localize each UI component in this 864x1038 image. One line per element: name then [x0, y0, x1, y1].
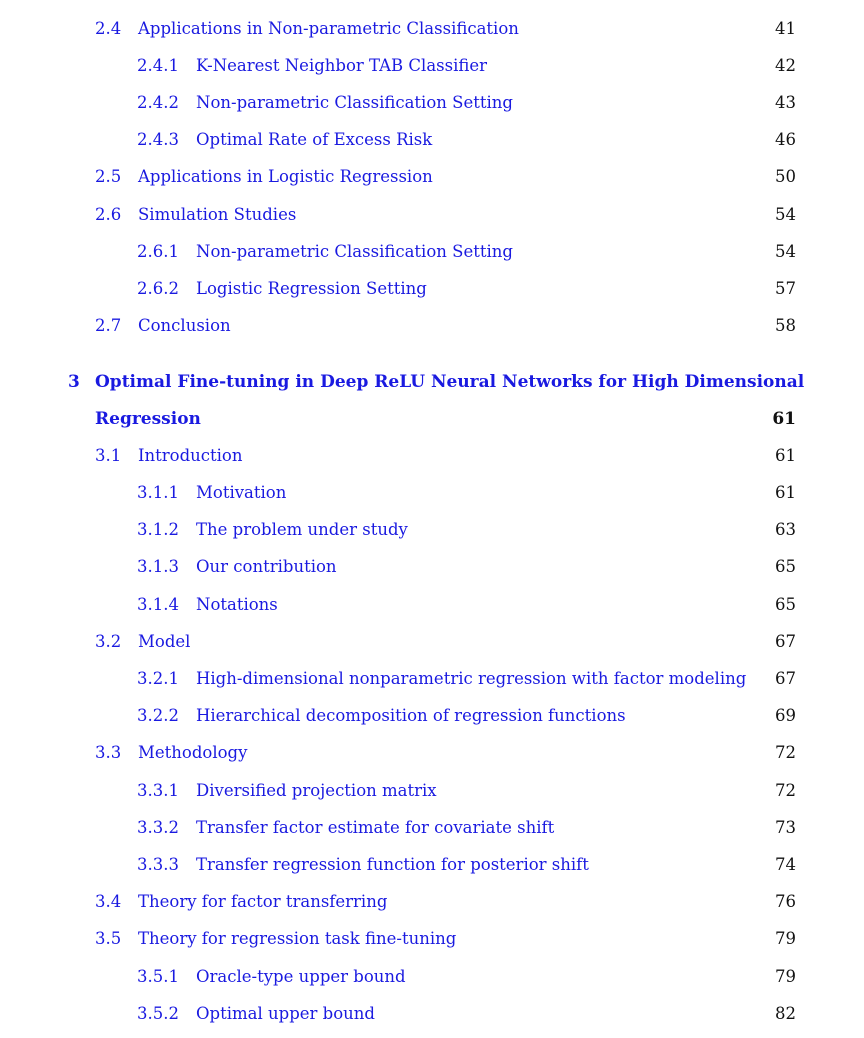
toc-entry-page[interactable]: 50	[775, 167, 796, 186]
toc-entry-number: 3.1.1	[137, 483, 179, 502]
toc-entry-title[interactable]: Theory for factor transferring	[138, 892, 388, 911]
toc-entry-number: 2.7	[95, 316, 122, 335]
toc-entry-number: 3.3	[95, 743, 122, 762]
toc-entry-title[interactable]: Optimal upper bound	[196, 1004, 375, 1023]
toc-entry[interactable]	[0, 853, 864, 877]
toc-entry-page[interactable]: 57	[775, 279, 796, 298]
toc-entry-title[interactable]: Logistic Regression Setting	[196, 279, 427, 298]
toc-entry-page[interactable]: 73	[775, 818, 796, 837]
toc-entry-page[interactable]: 65	[775, 595, 796, 614]
toc-entry-number: 3.1.3	[137, 557, 179, 576]
toc-entry-title[interactable]: Transfer factor estimate for covariate shift	[196, 818, 555, 837]
toc-entry-page[interactable]: 72	[775, 743, 796, 762]
toc-entry-title[interactable]: High-dimensional nonparametric regression with factor modeling	[196, 669, 747, 688]
toc-entry[interactable]	[0, 555, 864, 579]
toc-entry-number: 2.4	[95, 19, 122, 38]
toc-entry[interactable]	[0, 481, 864, 505]
toc-entry[interactable]	[0, 240, 864, 264]
toc-entry-title[interactable]: Model	[138, 632, 191, 651]
toc-entry-number: 3.3.1	[137, 781, 179, 800]
toc-entry[interactable]	[0, 890, 864, 914]
toc-entry-page[interactable]: 82	[775, 1004, 796, 1023]
toc-entry-number: 3.5.2	[137, 1004, 179, 1023]
toc-entry-page[interactable]: 65	[775, 557, 796, 576]
toc-entry-title[interactable]: Theory for regression task fine-tuning	[138, 929, 457, 948]
toc-entry-number: 2.4.1	[137, 56, 179, 75]
toc-entry-page[interactable]: 72	[775, 781, 796, 800]
toc-entry-title[interactable]: Transfer regression function for posterior shift	[196, 855, 589, 874]
toc-entry[interactable]	[0, 927, 864, 951]
toc-entry-title[interactable]: Applications in Non-parametric Classification	[138, 19, 519, 38]
toc-entry-page[interactable]: 63	[775, 520, 796, 539]
toc-entry-title[interactable]: Hierarchical decomposition of regression functions	[196, 706, 626, 725]
toc-entry-title[interactable]: Methodology	[138, 743, 248, 762]
toc-entry-page[interactable]: 46	[775, 130, 796, 149]
toc-entry-page[interactable]: 74	[775, 855, 796, 874]
toc-entry[interactable]	[0, 91, 864, 115]
toc-chapter-title-continued[interactable]: Regression	[95, 409, 201, 429]
toc-entry-title[interactable]: Motivation	[196, 483, 287, 502]
toc-entry[interactable]	[0, 203, 864, 227]
toc-entry-number: 3.1.2	[137, 520, 179, 539]
toc-entry[interactable]	[0, 667, 864, 691]
toc-entry[interactable]	[0, 128, 864, 152]
toc-entry-number: 2.6	[95, 205, 122, 224]
toc-entry-title[interactable]: Oracle-type upper bound	[196, 967, 406, 986]
toc-entry[interactable]	[0, 314, 864, 338]
toc-entry-number: 3.1.4	[137, 595, 179, 614]
toc-entry-page[interactable]: 76	[775, 892, 796, 911]
toc-entry[interactable]	[0, 779, 864, 803]
toc-entry-title[interactable]: K-Nearest Neighbor TAB Classifier	[196, 56, 488, 75]
toc-entry-title[interactable]: Our contribution	[196, 557, 337, 576]
toc-entry-page[interactable]: 54	[775, 242, 796, 261]
toc-chapter-entry[interactable]	[0, 370, 864, 394]
toc-entry-title[interactable]: Non-parametric Classification Setting	[196, 93, 513, 112]
toc-entry-number: 3.2	[95, 632, 122, 651]
toc-entry-title[interactable]: Conclusion	[138, 316, 231, 335]
toc-entry-page[interactable]: 41	[775, 19, 796, 38]
toc-entry-number: 2.6.1	[137, 242, 179, 261]
toc-entry-title[interactable]: Simulation Studies	[138, 205, 297, 224]
toc-entry-title[interactable]: Notations	[196, 595, 278, 614]
toc-entry-title[interactable]: Applications in Logistic Regression	[138, 167, 433, 186]
toc-chapter-number: 3	[68, 372, 80, 392]
toc-entry-number: 2.6.2	[137, 279, 179, 298]
toc-entry[interactable]	[0, 816, 864, 840]
toc-entry[interactable]	[0, 704, 864, 728]
toc-entry-number: 3.5	[95, 929, 122, 948]
toc-entry[interactable]	[0, 741, 864, 765]
toc-entry[interactable]	[0, 165, 864, 189]
toc-entry-title[interactable]: Optimal Rate of Excess Risk	[196, 130, 433, 149]
toc-entry-number: 2.4.3	[137, 130, 179, 149]
toc-entry[interactable]	[0, 17, 864, 41]
toc-entry-title[interactable]: Introduction	[138, 446, 243, 465]
toc-entry[interactable]	[0, 518, 864, 542]
toc-entry-page[interactable]: 69	[775, 706, 796, 725]
toc-entry[interactable]	[0, 593, 864, 617]
toc-entry-page[interactable]: 58	[775, 316, 796, 335]
toc-entry[interactable]	[0, 277, 864, 301]
toc-entry-title[interactable]: Diversified projection matrix	[196, 781, 437, 800]
toc-entry-page[interactable]: 54	[775, 205, 796, 224]
toc-entry-page[interactable]: 61	[775, 446, 796, 465]
toc-entry-page[interactable]: 61	[775, 483, 796, 502]
toc-entry-number: 3.4	[95, 892, 122, 911]
toc-entry-number: 3.1	[95, 446, 122, 465]
toc-entry-page[interactable]: 79	[775, 967, 796, 986]
toc-entry-page[interactable]: 79	[775, 929, 796, 948]
toc-entry[interactable]	[0, 444, 864, 468]
toc-entry-page[interactable]: 42	[775, 56, 796, 75]
toc-entry-number: 3.5.1	[137, 967, 179, 986]
toc-entry-title[interactable]: Non-parametric Classification Setting	[196, 242, 513, 261]
toc-entry-page[interactable]: 43	[775, 93, 796, 112]
toc-entry-number: 2.4.2	[137, 93, 179, 112]
toc-chapter-title[interactable]: Optimal Fine-tuning in Deep ReLU Neural Networks for High Dimensional	[95, 372, 805, 392]
toc-entry-number: 3.3.2	[137, 818, 179, 837]
toc-entry[interactable]	[0, 54, 864, 78]
toc-entry-number: 3.2.1	[137, 669, 179, 688]
toc-entry-page[interactable]: 67	[775, 669, 796, 688]
toc-chapter-entry-continued[interactable]	[0, 407, 864, 431]
toc-entry-number: 3.3.3	[137, 855, 179, 874]
toc-entry[interactable]	[0, 1002, 864, 1026]
toc-entry-number: 3.2.2	[137, 706, 179, 725]
toc-entry-number: 2.5	[95, 167, 122, 186]
toc-entry[interactable]	[0, 965, 864, 989]
toc-entry-page[interactable]: 67	[775, 632, 796, 651]
toc-chapter-page[interactable]: 61	[772, 409, 796, 429]
toc-entry-title[interactable]: The problem under study	[196, 520, 408, 539]
toc-entry[interactable]	[0, 630, 864, 654]
